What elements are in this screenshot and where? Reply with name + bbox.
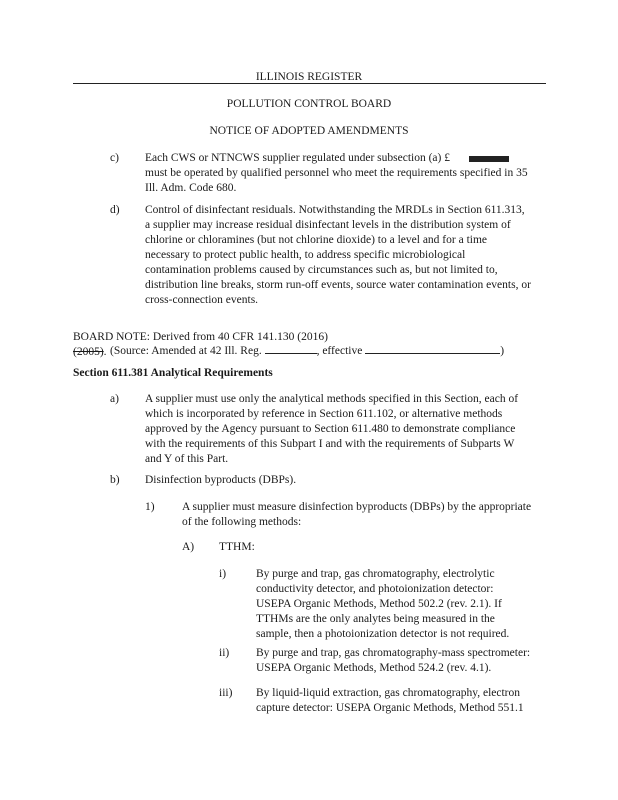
item-ii-label: ii) xyxy=(219,647,230,659)
effective-blank xyxy=(365,342,500,354)
item-a-text: A supplier must use only the analytical methods specified in this Section, each of which is incorporated by reference in Section 611.102, or alternative methods approved by the Agency pursuant to Section 611.480 to demonstrate compliance with the requirements of this Subpart I and with the requirements of Subparts W and Y of this Part. xyxy=(145,393,519,465)
item-A-text: TTHM: xyxy=(219,541,255,553)
item-b1-label: 1) xyxy=(145,501,155,513)
register-title: ILLINOIS REGISTER xyxy=(255,71,363,83)
source-suffix: ) xyxy=(500,345,505,357)
item-a-label: a) xyxy=(110,393,119,405)
item-c-text: Each CWS or NTNCWS supplier regulated under subsection (a) £ must be operated by qualified personnel who meet the requirements specified in 35 Ill. Adm. Code 680. xyxy=(145,152,528,194)
item-i-label: i) xyxy=(219,568,227,580)
item-iii-label: iii) xyxy=(219,687,233,699)
board-note-struck: (2005) xyxy=(73,346,104,358)
item-iii-text: By liquid-liquid extraction, gas chromatography, electron capture detector: USEPA Organic Methods, Method 551.1 xyxy=(256,687,524,714)
board-note-end: . xyxy=(103,346,107,358)
redaction-mark xyxy=(469,156,509,162)
item-c-label: c) xyxy=(110,152,119,164)
register-blank xyxy=(265,342,317,354)
item-b-text: Disinfection byproducts (DBPs). xyxy=(145,474,297,486)
section-heading: Section 611.381 Analytical Requirements xyxy=(73,367,273,379)
source-line xyxy=(110,342,550,359)
source-prefix: (Source: Amended at 42 Ill. Reg. xyxy=(110,345,262,357)
item-A-label: A) xyxy=(182,541,195,553)
notice-title: NOTICE OF ADOPTED AMENDMENTS xyxy=(209,125,409,137)
board-note-text: BOARD NOTE: Derived from 40 CFR 141.130 (2016) xyxy=(73,331,328,343)
item-d-text: Control of disinfectant residuals. Notwithstanding the MRDLs in Section 611.313, a supplier may increase residual disinfectant levels in the distribution system of chlorine or chloramines (but not chlorine dioxide) to a level and for a time necessary to protect public health, to address specific microbiological contamination problems caused by circumstances such as, but not limited to, distribution line breaks, storm run-off events, source water contamination events, or cross-connection events. xyxy=(145,204,531,306)
header-rule xyxy=(73,83,546,84)
item-b-label: b) xyxy=(110,474,120,486)
source-middle: , effective xyxy=(316,345,363,357)
item-d-label: d) xyxy=(110,204,120,216)
board-title: POLLUTION CONTROL BOARD xyxy=(226,98,392,110)
item-b1-text: A supplier must measure disinfection byproducts (DBPs) by the appropriate of the following methods: xyxy=(182,501,532,528)
item-ii-text: By purge and trap, gas chromatography-mass spectrometer: USEPA Organic Methods, Method 524.2 (rev. 4.1). xyxy=(256,647,531,674)
item-i-text: By purge and trap, gas chromatography, electrolytic conductivity detector, and photoionization detector: USEPA Organic Methods, Method 502.2 (rev. 2.1). If TTHMs are the only analytes being measured in the sample, then a photoionization detector is not required. xyxy=(256,568,510,640)
